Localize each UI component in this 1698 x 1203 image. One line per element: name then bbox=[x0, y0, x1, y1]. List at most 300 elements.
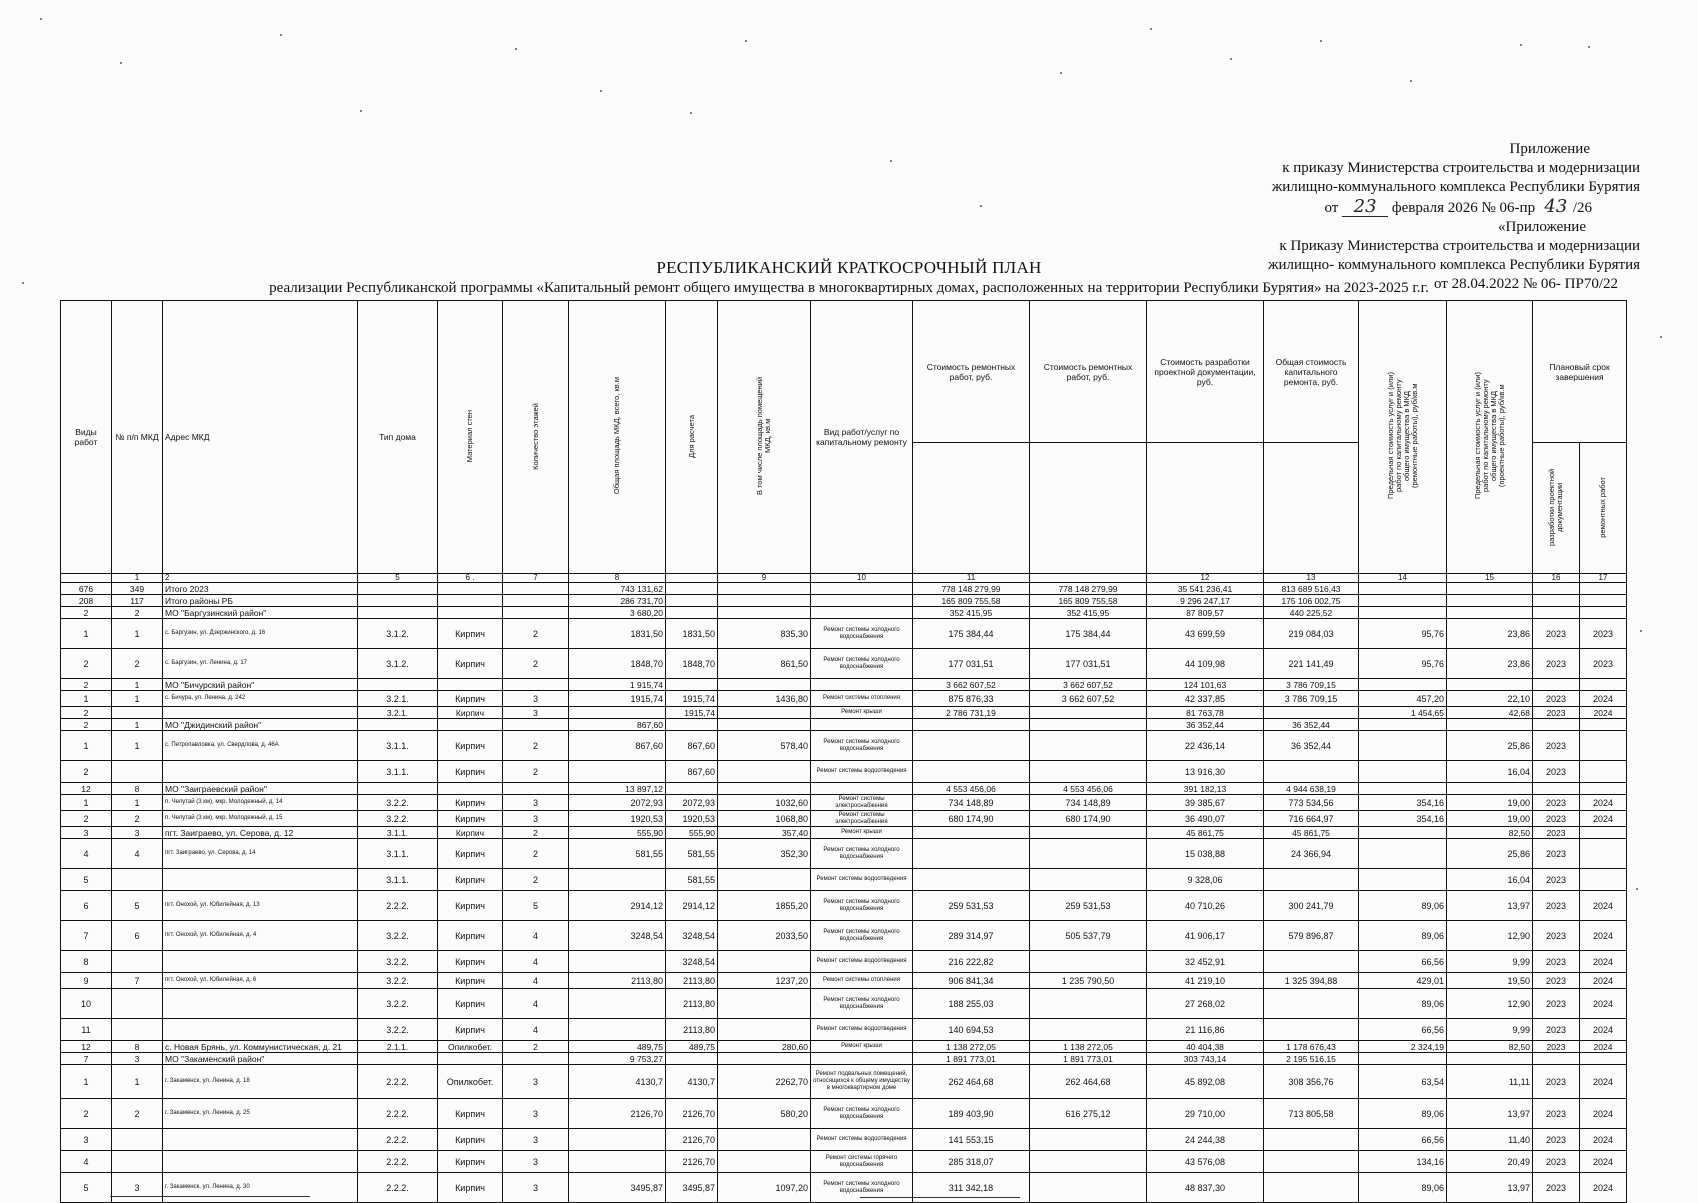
table-cell: 1 235 790,50 bbox=[1030, 973, 1147, 989]
table-cell bbox=[112, 869, 163, 891]
table-cell: 8 bbox=[112, 783, 163, 795]
col-floors-text: Количество этажей bbox=[530, 402, 540, 470]
table-cell: 2023 bbox=[1533, 795, 1580, 811]
table-cell: 36 490,07 bbox=[1147, 811, 1264, 827]
table-cell: Опилкобет. bbox=[438, 1041, 503, 1053]
table-cell bbox=[569, 1151, 666, 1173]
table-cell bbox=[1580, 595, 1627, 607]
table-cell bbox=[1447, 595, 1533, 607]
table-cell: 1 891 773,01 bbox=[913, 1053, 1030, 1065]
scan-speck bbox=[890, 160, 892, 162]
table-row bbox=[61, 1041, 1627, 1053]
table-cell: 2023 bbox=[1533, 1041, 1580, 1053]
table-cell bbox=[1359, 719, 1447, 731]
table-row bbox=[61, 989, 1627, 1019]
table-cell: г. Закаменск, ул. Ленина, д. 18 bbox=[163, 1065, 358, 1099]
table-cell: 2024 bbox=[1580, 891, 1627, 921]
table-row bbox=[61, 795, 1627, 811]
table-cell: 2024 bbox=[1580, 1041, 1627, 1053]
table-cell: 40 710,26 bbox=[1147, 891, 1264, 921]
table-cell bbox=[666, 719, 718, 731]
table-cell bbox=[718, 595, 811, 607]
table-cell: 2 bbox=[503, 1041, 569, 1053]
col-address: Адрес МКД bbox=[163, 301, 358, 574]
table-cell: 32 452,91 bbox=[1147, 951, 1264, 973]
table-cell: 6 bbox=[112, 921, 163, 951]
table-cell: 2.2.2. bbox=[358, 1151, 438, 1173]
table-cell: 12,90 bbox=[1447, 921, 1533, 951]
table-cell: 1 454,65 bbox=[1359, 707, 1447, 719]
table-cell: 20,49 bbox=[1447, 1151, 1533, 1173]
table-cell: 867,60 bbox=[666, 761, 718, 783]
total-row bbox=[61, 783, 1627, 795]
table-cell: 22 436,14 bbox=[1147, 731, 1264, 761]
table-cell bbox=[718, 583, 811, 595]
table-cell: 2023 bbox=[1533, 869, 1580, 891]
table-cell: 1 bbox=[112, 679, 163, 691]
table-cell: 219 084,03 bbox=[1264, 619, 1359, 649]
table-cell: 12 bbox=[61, 783, 112, 795]
col-for-calc bbox=[666, 301, 718, 574]
table-cell bbox=[1533, 783, 1580, 795]
table-cell: 2914,12 bbox=[569, 891, 666, 921]
table-cell: Ремонт системы холодного водоснабжения bbox=[811, 1173, 913, 1203]
table-cell: 41 219,10 bbox=[1147, 973, 1264, 989]
table-cell bbox=[503, 607, 569, 619]
table-cell bbox=[666, 1053, 718, 1065]
table-cell: 680 174,90 bbox=[913, 811, 1030, 827]
table-cell: 19,50 bbox=[1447, 973, 1533, 989]
table-cell: 308 356,76 bbox=[1264, 1065, 1359, 1099]
table-cell: г. Закаменск, ул. Ленина, д. 25 bbox=[163, 1099, 358, 1129]
table-cell: 3.2.2. bbox=[358, 973, 438, 989]
colnum-cell: 12 bbox=[1147, 574, 1264, 583]
table-cell: 175 384,44 bbox=[913, 619, 1030, 649]
table-cell bbox=[503, 679, 569, 691]
table-cell: 3.1.1. bbox=[358, 869, 438, 891]
table-cell: 676 bbox=[61, 583, 112, 595]
table-row bbox=[61, 921, 1627, 951]
table-body bbox=[61, 583, 1627, 1203]
table-cell bbox=[1359, 595, 1447, 607]
table-cell: 429,01 bbox=[1359, 973, 1447, 989]
scan-speck bbox=[1060, 72, 1062, 74]
table-cell: 29 710,00 bbox=[1147, 1099, 1264, 1129]
table-cell: 555,90 bbox=[569, 827, 666, 839]
table-cell bbox=[569, 707, 666, 719]
table-cell: 2023 bbox=[1533, 1019, 1580, 1041]
table-cell: 89,06 bbox=[1359, 1173, 1447, 1203]
table-cell: Кирпич bbox=[438, 619, 503, 649]
table-cell: 2023 bbox=[1533, 761, 1580, 783]
table-row bbox=[61, 619, 1627, 649]
table-cell: 2126,70 bbox=[666, 1129, 718, 1151]
table-cell bbox=[1447, 1053, 1533, 1065]
table-cell: 262 464,68 bbox=[1030, 1065, 1147, 1099]
colnum-cell: 8 bbox=[569, 574, 666, 583]
table-cell bbox=[1580, 783, 1627, 795]
header-date-prefix: от bbox=[1324, 200, 1339, 216]
table-cell: 3 bbox=[61, 827, 112, 839]
table-cell: 11 bbox=[61, 1019, 112, 1041]
col-work-type: Вид работ/услуг по капитальному ремонту bbox=[811, 301, 913, 574]
scan-speck bbox=[1320, 40, 1322, 42]
table-cell bbox=[718, 783, 811, 795]
table-cell: МО "Заиграевский район" bbox=[163, 783, 358, 795]
col-limit-a-text: Предельная стоимость услуг и (или) работ по капитальному ремонту общего имущества в МКД (ремонтные работы), руб/кв.м bbox=[1385, 372, 1419, 500]
table-cell: 177 031,51 bbox=[913, 649, 1030, 679]
table-cell: Ремонт системы отопления bbox=[811, 973, 913, 989]
table-cell: 66,56 bbox=[1359, 951, 1447, 973]
table-cell: 2023 bbox=[1533, 811, 1580, 827]
table-cell: 89,06 bbox=[1359, 989, 1447, 1019]
table-cell: 773 534,56 bbox=[1264, 795, 1359, 811]
table-cell bbox=[112, 761, 163, 783]
table-cell bbox=[811, 719, 913, 731]
table-cell: 4130,7 bbox=[569, 1065, 666, 1099]
table-cell: 1 915,74 bbox=[569, 679, 666, 691]
table-cell: Ремонт системы холодного водоснабжения bbox=[811, 619, 913, 649]
table-cell bbox=[569, 761, 666, 783]
table-cell bbox=[811, 607, 913, 619]
col-living-area-text: В том числе площадь помещений МКД, кв.м bbox=[755, 376, 772, 496]
table-cell: 1 138 272,05 bbox=[1030, 1041, 1147, 1053]
table-cell bbox=[569, 1129, 666, 1151]
col-for-calc-text: Для расчета bbox=[686, 414, 696, 458]
table-cell: 208 bbox=[61, 595, 112, 607]
table-cell: 2023 bbox=[1533, 921, 1580, 951]
table-cell: 2 bbox=[61, 761, 112, 783]
colnum-cell: 2 bbox=[163, 574, 358, 583]
table-cell: 2 786 731,19 bbox=[913, 707, 1030, 719]
table-cell: 1915,74 bbox=[666, 707, 718, 719]
table-cell bbox=[1030, 1173, 1147, 1203]
table-cell: 16,04 bbox=[1447, 869, 1533, 891]
table-cell: 2024 bbox=[1580, 795, 1627, 811]
table-cell: 82,50 bbox=[1447, 827, 1533, 839]
table-cell: 45 861,75 bbox=[1264, 827, 1359, 839]
table-cell bbox=[1359, 827, 1447, 839]
table-cell: 3248,54 bbox=[569, 921, 666, 951]
scan-speck bbox=[745, 40, 747, 42]
table-cell: 1068,80 bbox=[718, 811, 811, 827]
table-cell: с. Петропавловка, ул. Свердлова, д. 46А bbox=[163, 731, 358, 761]
table-cell: 555,90 bbox=[666, 827, 718, 839]
table-cell: Кирпич bbox=[438, 827, 503, 839]
table-cell: 7 bbox=[112, 973, 163, 989]
table-cell: Кирпич bbox=[438, 951, 503, 973]
table-cell: 8 bbox=[112, 1041, 163, 1053]
table-cell: 2 bbox=[503, 839, 569, 869]
table-cell: 2023 bbox=[1533, 989, 1580, 1019]
table-cell: 3 786 709,15 bbox=[1264, 679, 1359, 691]
table-cell: 280,60 bbox=[718, 1041, 811, 1053]
table-cell: 354,16 bbox=[1359, 795, 1447, 811]
table-cell: 63,54 bbox=[1359, 1065, 1447, 1099]
table-cell: 2 bbox=[61, 607, 112, 619]
table-cell: Итого 2023 bbox=[163, 583, 358, 595]
table-cell: 4 bbox=[503, 973, 569, 989]
table-cell: 23,86 bbox=[1447, 619, 1533, 649]
table-cell: 177 031,51 bbox=[1030, 649, 1147, 679]
table-cell bbox=[569, 989, 666, 1019]
table-row bbox=[61, 973, 1627, 989]
table-cell: Кирпич bbox=[438, 1019, 503, 1041]
table-cell: 2 bbox=[503, 731, 569, 761]
table-cell: 2113,80 bbox=[666, 973, 718, 989]
table-cell bbox=[438, 719, 503, 731]
table-cell bbox=[718, 719, 811, 731]
table-cell: МО "Джидинский район" bbox=[163, 719, 358, 731]
header-line-1: Приложение bbox=[1509, 141, 1590, 157]
table-cell: 3.2.2. bbox=[358, 921, 438, 951]
table-cell: Итого районы РБ bbox=[163, 595, 358, 607]
table-cell bbox=[112, 1129, 163, 1151]
table-cell: 3 662 607,52 bbox=[913, 679, 1030, 691]
table-cell bbox=[163, 707, 358, 719]
colnum-cell: 6 . bbox=[438, 574, 503, 583]
table-cell: Опилкобет. bbox=[438, 1065, 503, 1099]
table-cell: 11,11 bbox=[1447, 1065, 1533, 1099]
colnum-cell: 10 bbox=[811, 574, 913, 583]
table-cell: 3 bbox=[61, 1129, 112, 1151]
table-cell: 12 bbox=[61, 1041, 112, 1053]
table-cell: Кирпич bbox=[438, 839, 503, 869]
table-cell: 89,06 bbox=[1359, 1099, 1447, 1129]
table-cell bbox=[666, 583, 718, 595]
table-cell: 87 809,57 bbox=[1147, 607, 1264, 619]
scan-speck bbox=[515, 48, 517, 50]
table-cell bbox=[718, 761, 811, 783]
scan-speck bbox=[980, 205, 982, 207]
colnum-cell: 1 bbox=[112, 574, 163, 583]
col-term-work bbox=[1580, 443, 1627, 574]
table-cell: 39 385,67 bbox=[1147, 795, 1264, 811]
table-cell bbox=[1533, 583, 1580, 595]
table-cell: 5 bbox=[112, 891, 163, 921]
table-cell: 2024 bbox=[1580, 811, 1627, 827]
table-cell: г. Закаменск, ул. Ленина, д. 30 bbox=[163, 1173, 358, 1203]
table-cell bbox=[718, 1151, 811, 1173]
col-house-type: Тип дома bbox=[358, 301, 438, 574]
table-cell: Ремонт подвальных помещений, относящихся к общему имуществу в многоквартирном доме bbox=[811, 1065, 913, 1099]
document-titles bbox=[0, 258, 1698, 297]
table-cell: 285 318,07 bbox=[913, 1151, 1030, 1173]
table-cell bbox=[112, 707, 163, 719]
table-cell bbox=[1264, 1173, 1359, 1203]
table-cell: Кирпич bbox=[438, 989, 503, 1019]
table-cell: 3.2.2. bbox=[358, 989, 438, 1019]
header-line-6: к Приказу Министерства строительства и модернизации bbox=[1279, 238, 1640, 254]
table-cell: 24 366,94 bbox=[1264, 839, 1359, 869]
table-cell: 259 531,53 bbox=[913, 891, 1030, 921]
table-cell: 165 809 755,58 bbox=[913, 595, 1030, 607]
table-cell bbox=[913, 761, 1030, 783]
table-cell bbox=[666, 595, 718, 607]
col-cost-total: Общая стоимость капитального ремонта, руб. bbox=[1264, 301, 1359, 443]
table-cell: 3 bbox=[503, 795, 569, 811]
table-cell: 2.2.2. bbox=[358, 1099, 438, 1129]
table-cell: Кирпич bbox=[438, 1129, 503, 1151]
table-cell bbox=[163, 1019, 358, 1041]
table-cell: 1831,50 bbox=[569, 619, 666, 649]
table-cell: 1 bbox=[61, 731, 112, 761]
table-cell: 8 bbox=[61, 951, 112, 973]
table-cell: 45 892,08 bbox=[1147, 1065, 1264, 1099]
table-cell bbox=[503, 583, 569, 595]
table-cell: 3 786 709,15 bbox=[1264, 691, 1359, 707]
table-cell: 1920,53 bbox=[569, 811, 666, 827]
table-cell: 82,50 bbox=[1447, 1041, 1533, 1053]
bottom-rule bbox=[110, 1196, 310, 1197]
table-row bbox=[61, 1129, 1627, 1151]
table-cell: 42,68 bbox=[1447, 707, 1533, 719]
table-cell: 2023 bbox=[1533, 619, 1580, 649]
table-cell bbox=[1359, 1053, 1447, 1065]
table-cell: 3.1.2. bbox=[358, 619, 438, 649]
table-cell: 42 337,85 bbox=[1147, 691, 1264, 707]
table-cell: 35 541 236,41 bbox=[1147, 583, 1264, 595]
table-cell: 1436,80 bbox=[718, 691, 811, 707]
table-cell bbox=[718, 869, 811, 891]
table-cell: 4 bbox=[503, 989, 569, 1019]
table-cell: 175 384,44 bbox=[1030, 619, 1147, 649]
table-cell: 95,76 bbox=[1359, 619, 1447, 649]
table-cell: 2.2.2. bbox=[358, 1065, 438, 1099]
col-limit-a bbox=[1359, 301, 1447, 574]
header-line-4 bbox=[1200, 197, 1592, 218]
col-term-work-text: ремонтных работ bbox=[1598, 476, 1607, 538]
table-row bbox=[61, 649, 1627, 679]
table-cell: Кирпич bbox=[438, 811, 503, 827]
table-cell: 89,06 bbox=[1359, 921, 1447, 951]
table-row bbox=[61, 691, 1627, 707]
table-cell bbox=[569, 869, 666, 891]
table-cell bbox=[358, 783, 438, 795]
table-cell bbox=[1030, 1019, 1147, 1041]
table-cell: 7 bbox=[61, 1053, 112, 1065]
table-cell: 2 bbox=[503, 619, 569, 649]
table-cell bbox=[1264, 1019, 1359, 1041]
table-cell: Кирпич bbox=[438, 869, 503, 891]
scan-speck bbox=[1640, 630, 1642, 632]
table-cell: 25,86 bbox=[1447, 839, 1533, 869]
table-cell: 7 bbox=[61, 921, 112, 951]
table-cell: 2914,12 bbox=[666, 891, 718, 921]
total-row bbox=[61, 1053, 1627, 1065]
col-wall-material-text: Материал стен bbox=[465, 409, 474, 463]
table-cell: 165 809 755,58 bbox=[1030, 595, 1147, 607]
table-cell: 95,76 bbox=[1359, 649, 1447, 679]
table-head bbox=[61, 301, 1627, 583]
table-cell: 24 244,38 bbox=[1147, 1129, 1264, 1151]
table-cell: 23,86 bbox=[1447, 649, 1533, 679]
table-cell: Ремонт системы водоотведения bbox=[811, 951, 913, 973]
table-cell bbox=[718, 679, 811, 691]
table-cell bbox=[1580, 761, 1627, 783]
table-cell: 15 038,88 bbox=[1147, 839, 1264, 869]
table-cell bbox=[569, 1019, 666, 1041]
table-cell: 867,60 bbox=[666, 731, 718, 761]
table-cell: Ремонт системы водоотведения bbox=[811, 869, 913, 891]
table-cell bbox=[913, 869, 1030, 891]
table-cell bbox=[503, 783, 569, 795]
table-cell: 1915,74 bbox=[569, 691, 666, 707]
table-cell: 875 876,33 bbox=[913, 691, 1030, 707]
table-cell: 1 138 272,05 bbox=[913, 1041, 1030, 1053]
col-total-area-text: Общая площадь МКД, всего, кв.м bbox=[612, 377, 621, 495]
table-cell: 4 bbox=[112, 839, 163, 869]
table-row bbox=[61, 811, 1627, 827]
table-cell bbox=[358, 719, 438, 731]
table-cell bbox=[1580, 679, 1627, 691]
table-cell: 2 bbox=[61, 707, 112, 719]
table-cell: 352 415,95 bbox=[1030, 607, 1147, 619]
table-cell: 579 896,87 bbox=[1264, 921, 1359, 951]
bottom-rule bbox=[860, 1197, 1020, 1198]
table-cell: 1 bbox=[61, 795, 112, 811]
table-cell: 2023 bbox=[1533, 691, 1580, 707]
colnum-cell: 15 bbox=[1447, 574, 1533, 583]
table-cell bbox=[1359, 839, 1447, 869]
table-cell: 40 404,38 bbox=[1147, 1041, 1264, 1053]
table-cell bbox=[1359, 679, 1447, 691]
table-cell: 36 352,44 bbox=[1147, 719, 1264, 731]
scan-speck bbox=[40, 18, 42, 20]
table-cell: 489,75 bbox=[666, 1041, 718, 1053]
table-cell bbox=[1030, 989, 1147, 1019]
table-cell: 134,16 bbox=[1359, 1151, 1447, 1173]
table-cell: 3.2.2. bbox=[358, 811, 438, 827]
table-cell: пгт. Заиграево, ул. Серова, д. 12 bbox=[163, 827, 358, 839]
table-cell: 489,75 bbox=[569, 1041, 666, 1053]
table-cell bbox=[1359, 783, 1447, 795]
table-cell: Ремонт системы холодного водоснабжения bbox=[811, 839, 913, 869]
table-cell: 13,97 bbox=[1447, 891, 1533, 921]
table-cell: 1 bbox=[61, 1065, 112, 1099]
table-cell: 2 bbox=[61, 811, 112, 827]
table-cell: 1 bbox=[61, 619, 112, 649]
table-cell: 861,50 bbox=[718, 649, 811, 679]
table-cell: 1920,53 bbox=[666, 811, 718, 827]
table-cell: 81 763,78 bbox=[1147, 707, 1264, 719]
table-cell: 6 bbox=[61, 891, 112, 921]
table-cell: 286 731,70 bbox=[569, 595, 666, 607]
table-cell bbox=[438, 595, 503, 607]
table-cell: 311 342,18 bbox=[913, 1173, 1030, 1203]
table-cell: 1 bbox=[61, 691, 112, 707]
col-term-doc-text: разработки проектной документации bbox=[1547, 468, 1564, 546]
table-cell: 141 553,15 bbox=[913, 1129, 1030, 1151]
table-cell: 2023 bbox=[1580, 649, 1627, 679]
table-cell: 4 bbox=[503, 951, 569, 973]
table-cell: 2023 bbox=[1533, 731, 1580, 761]
table-cell: 2126,70 bbox=[666, 1099, 718, 1129]
table-cell: 89,06 bbox=[1359, 891, 1447, 921]
table-cell bbox=[1533, 719, 1580, 731]
col-cost-b: Стоимость ремонтных работ, руб. bbox=[1030, 301, 1147, 443]
table-cell: 2126,70 bbox=[569, 1099, 666, 1129]
table-cell: МО "Закаменский район" bbox=[163, 1053, 358, 1065]
table-cell: 1 bbox=[112, 619, 163, 649]
table-cell: 3 bbox=[503, 707, 569, 719]
table-cell: пгт. Онохой, ул. Юбилейная, д. 6 bbox=[163, 973, 358, 989]
table-cell: 3 bbox=[112, 1053, 163, 1065]
table-cell: 2023 bbox=[1533, 1151, 1580, 1173]
table-cell bbox=[718, 1053, 811, 1065]
table-cell: 743 131,62 bbox=[569, 583, 666, 595]
table-cell: 9 296 247,17 bbox=[1147, 595, 1264, 607]
